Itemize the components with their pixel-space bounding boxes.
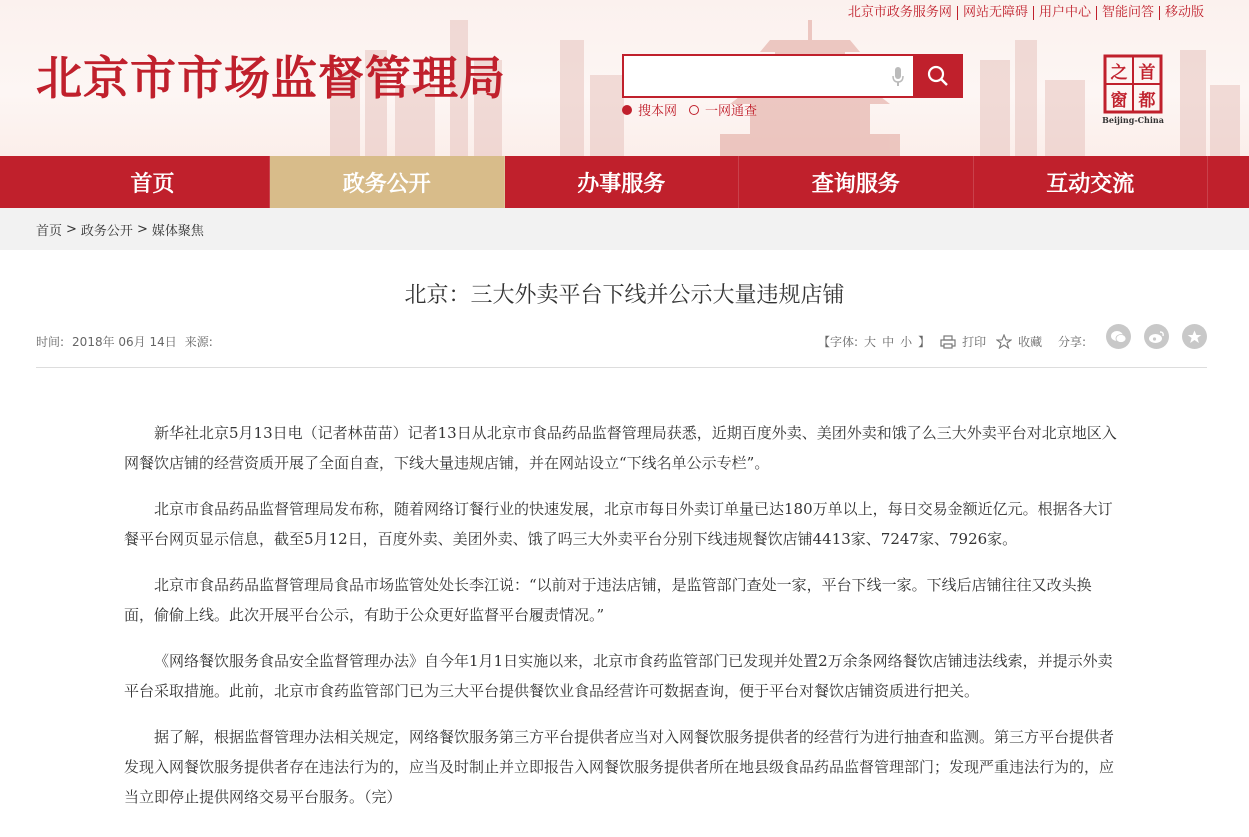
search-input[interactable] [622,54,915,98]
font-size-close: 】 [918,335,931,349]
scope-label: 搜本网 [638,104,678,119]
source-label: 来源: [184,335,213,349]
font-small-button[interactable]: 小 [900,335,913,349]
divider [36,367,1207,368]
top-link-mobile[interactable]: 移动版 [1159,6,1209,20]
nav-services[interactable]: 办事服务 [505,156,740,208]
font-size-label: 【字体: [818,335,859,349]
nav-home[interactable]: 首页 [36,156,270,208]
share-label: 分享: [1058,335,1087,349]
scope-option-all[interactable] [689,100,757,119]
radio-selected-icon [622,105,632,115]
microphone-icon[interactable] [891,66,905,88]
breadcrumb-media[interactable]: 媒体聚焦 [151,223,204,239]
top-link-accessibility[interactable]: 网站无障碍 [957,6,1033,20]
svg-text:Beijing-China: Beijing-China [1102,115,1164,125]
main-nav [0,156,1249,208]
article-title: 北京：三大外卖平台下线并公示大量违规店铺 [404,283,845,308]
article-body [124,418,1120,828]
breadcrumb-home[interactable]: 首页 [36,223,63,239]
print-button[interactable]: 打印 [962,335,987,349]
favorite-button[interactable]: 收藏 [1018,335,1043,349]
radio-unselected-icon [689,105,699,115]
article-paragraph: 《网络餐饮服务食品安全监督管理办法》自今年1月1日实施以来，北京市食药监管部门已发现并处置2万余条网络餐饮店铺违法线索，并提示外卖平台采取措施。此前，北京市食药监管部门已为三大平台提供餐饮业食品经营许可数据查询，便于平台对餐饮店铺资质进行把关。 [124,652,1113,700]
site-title: 北京市市场监督管理局 [36,51,506,105]
svg-text:之: 之 [1110,63,1128,83]
breadcrumb-separator: > [136,221,148,237]
publish-date: 2018年 06月 14日 [72,335,177,349]
breadcrumb-gov-affairs[interactable]: 政务公开 [80,223,133,239]
print-icon[interactable] [940,335,956,349]
scope-option-site[interactable] [622,100,677,119]
svg-text:窗: 窗 [1110,91,1128,111]
top-link-smart-qa[interactable]: 智能问答 [1096,6,1159,20]
nav-query[interactable]: 查询服务 [739,156,974,208]
article-meta [36,333,213,350]
nav-gov-affairs[interactable]: 政务公开 [270,156,505,208]
search-icon [927,65,949,87]
search-button[interactable] [913,54,963,98]
weibo-icon[interactable] [1144,324,1169,349]
font-medium-button[interactable]: 中 [882,335,895,349]
top-links [843,6,1209,20]
share-icons [1106,324,1207,349]
time-label: 时间: [36,335,65,349]
top-link-gov-service[interactable]: 北京市政务服务网 [847,5,952,20]
svg-text:都: 都 [1138,91,1156,111]
svg-text:首: 首 [1138,63,1156,83]
favorite-share-icon[interactable] [1182,324,1207,349]
article-paragraph: 据了解，根据监督管理办法相关规定，网络餐饮服务第三方平台提供者应当对入网餐饮服务提供者的经营行为进行抽查和监测。第三方平台提供者发现入网餐饮服务提供者存在违法行为的，应当及时制止并立即报告入网餐饮服务提供者所在地县级食品药品监督管理部门；发现严重违法行为的，应当立即停止提供网络交易平台服务。（完） [124,728,1115,806]
breadcrumb-separator: > [66,221,77,237]
nav-interaction[interactable]: 互动交流 [974,156,1209,208]
article-paragraph: 北京市食品药品监督管理局发布称，随着网络订餐行业的快速发展，北京市每日外卖订单量已达180万单以上，每日交易金额近亿元。根据各大订餐平台网页显示信息，截至5月12日，百度外卖、美团外卖、饿了吗三大外卖平台分别下线违规餐饮店铺4413家、7247家、7926家。 [124,500,1113,548]
article-tools [818,333,1042,350]
scope-label: 一网通查 [705,104,758,119]
breadcrumb [0,208,1249,250]
star-outline-icon[interactable] [996,334,1012,349]
article-paragraph: 北京市食品药品监督管理局食品市场监管处处长李江说：“以前对于违法店铺，是监管部门查处一家，平台下线一家。下线后店铺往往又改头换面，偷偷上线。此次开展平台公示，有助于公众更好监督平台履责情况。” [124,576,1092,624]
search-scope [622,100,757,119]
site-header [0,0,1249,156]
top-link-user-center[interactable]: 用户中心 [1033,6,1096,20]
article-paragraph: 新华社北京5月13日电（记者林苗苗）记者13日从北京市食品药品监督管理局获悉，近期百度外卖、美团外卖和饿了么三大外卖平台对北京地区入网餐饮店铺的经营资质开展了全面自查，下线大量违规店铺，并在网站设立“下线名单公示专栏”。 [124,424,1117,472]
capital-window-logo[interactable] [1100,54,1166,126]
font-large-button[interactable]: 大 [864,335,877,349]
wechat-icon[interactable] [1106,324,1131,349]
